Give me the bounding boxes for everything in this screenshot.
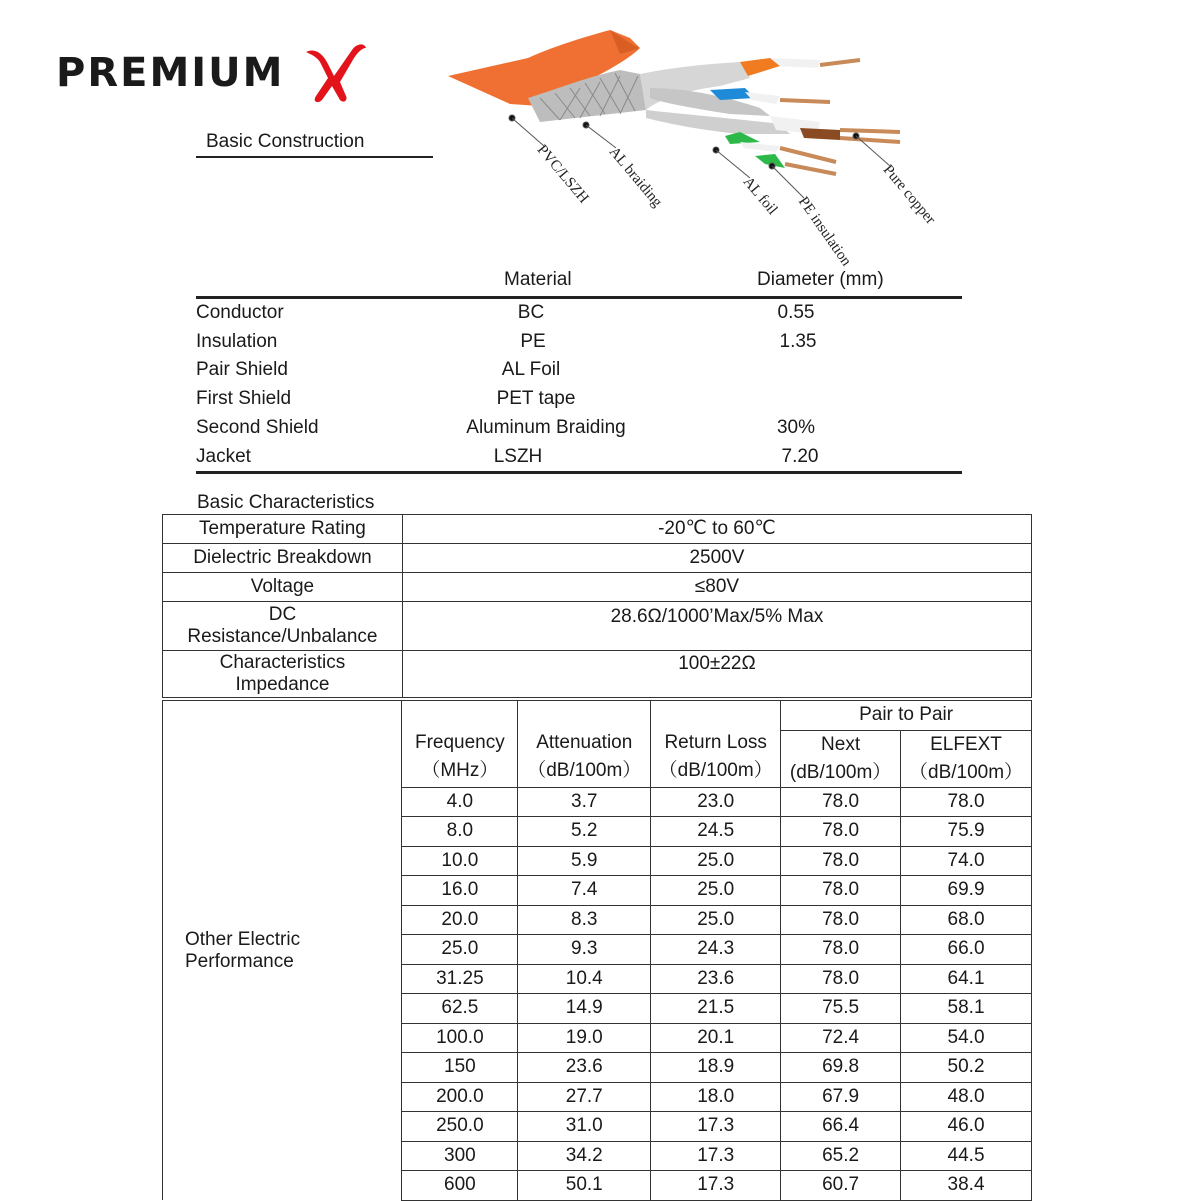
cell-next: 78.0 — [781, 905, 901, 935]
header-frequency — [402, 701, 518, 788]
diameter-header: Diameter (mm) — [757, 269, 884, 290]
cell-attenuation: 14.9 — [518, 994, 651, 1024]
part-name: First Shield — [196, 388, 292, 409]
material-row — [196, 417, 962, 446]
performance-header-row — [163, 701, 1032, 731]
characteristics-title: Basic Characteristics — [197, 492, 375, 513]
cell-return-loss: 24.3 — [651, 935, 781, 965]
header-unit: （MHz） — [421, 759, 499, 781]
cell-next: 67.9 — [781, 1082, 901, 1112]
brand-x-mark — [300, 42, 372, 106]
cell-elfext: 48.0 — [901, 1082, 1032, 1112]
header-elfext — [901, 730, 1032, 787]
cell-next: 78.0 — [781, 846, 901, 876]
part-name: Conductor — [196, 302, 284, 323]
cell-frequency: 20.0 — [402, 905, 518, 935]
diameter-value: 30% — [776, 417, 816, 438]
char-label: Temperature Rating — [163, 515, 403, 544]
characteristics-row — [163, 602, 1032, 651]
cell-next: 60.7 — [781, 1171, 901, 1201]
header-name: Frequency — [414, 731, 505, 753]
cell-frequency: 300 — [402, 1141, 518, 1171]
cell-return-loss: 25.0 — [651, 876, 781, 906]
cell-frequency: 200.0 — [402, 1082, 518, 1112]
callout-foil: AL foil — [739, 174, 781, 219]
cell-next: 78.0 — [781, 876, 901, 906]
material-value: AL Foil — [501, 359, 561, 380]
char-label: Voltage — [163, 573, 403, 602]
material-row — [196, 359, 962, 388]
material-row — [196, 331, 962, 360]
cell-elfext: 78.0 — [901, 787, 1032, 817]
cell-elfext: 44.5 — [901, 1141, 1032, 1171]
header-return-loss — [651, 701, 781, 788]
cell-return-loss: 17.3 — [651, 1141, 781, 1171]
cell-elfext: 46.0 — [901, 1112, 1032, 1142]
characteristics-row — [163, 515, 1032, 544]
cable-illustration — [440, 18, 980, 268]
header-unit: (dB/100m） — [789, 761, 892, 783]
cell-frequency: 16.0 — [402, 876, 518, 906]
cell-attenuation: 7.4 — [518, 876, 651, 906]
part-name: Insulation — [196, 331, 278, 352]
material-value: BC — [517, 302, 545, 323]
char-label — [163, 602, 403, 651]
header-next — [781, 730, 901, 787]
cell-return-loss: 25.0 — [651, 846, 781, 876]
characteristics-row — [163, 651, 1032, 698]
cell-return-loss: 24.5 — [651, 817, 781, 847]
cell-elfext: 38.4 — [901, 1171, 1032, 1201]
cell-frequency: 150 — [402, 1053, 518, 1083]
callout-copper: Pure copper — [879, 162, 939, 228]
cell-frequency: 10.0 — [402, 846, 518, 876]
cell-next: 78.0 — [781, 964, 901, 994]
cell-return-loss: 18.9 — [651, 1053, 781, 1083]
cell-frequency: 100.0 — [402, 1023, 518, 1053]
diameter-value: 0.55 — [777, 302, 815, 323]
cell-next: 69.8 — [781, 1053, 901, 1083]
char-value: 2500V — [402, 544, 1031, 573]
cell-next: 72.4 — [781, 1023, 901, 1053]
callout-braiding: AL braiding — [605, 144, 666, 211]
cell-attenuation: 5.9 — [518, 846, 651, 876]
cell-next: 66.4 — [781, 1112, 901, 1142]
char-label: Dielectric Breakdown — [163, 544, 403, 573]
cell-attenuation: 23.6 — [518, 1053, 651, 1083]
cell-attenuation: 31.0 — [518, 1112, 651, 1142]
performance-label-line: Other Electric — [185, 928, 301, 950]
header-unit: （dB/100m） — [527, 759, 642, 781]
cable-diagram — [440, 18, 980, 268]
material-header: Material — [504, 269, 572, 290]
header-unit: （dB/100m） — [658, 759, 773, 781]
diameter-value: 7.20 — [781, 446, 819, 467]
performance-table — [162, 700, 1032, 1201]
divider — [196, 156, 433, 158]
brand-logo — [56, 50, 284, 96]
cell-frequency: 8.0 — [402, 817, 518, 847]
cell-next: 78.0 — [781, 817, 901, 847]
cell-frequency: 4.0 — [402, 787, 518, 817]
cell-attenuation: 34.2 — [518, 1141, 651, 1171]
header-unit: （dB/100m） — [909, 761, 1024, 783]
header-attenuation — [518, 701, 651, 788]
char-value: -20℃ to 60℃ — [402, 515, 1031, 544]
header-name: ELFEXT — [930, 733, 1002, 755]
characteristics-table — [162, 514, 1032, 698]
table-bottom-rule — [196, 471, 962, 474]
material-value: LSZH — [493, 446, 543, 467]
cell-attenuation: 50.1 — [518, 1171, 651, 1201]
characteristics-row — [163, 544, 1032, 573]
cell-elfext: 66.0 — [901, 935, 1032, 965]
cell-return-loss: 21.5 — [651, 994, 781, 1024]
char-label-line: Characteristics — [219, 652, 346, 673]
header-pair-to-pair: Pair to Pair — [781, 701, 1032, 731]
cell-elfext: 58.1 — [901, 994, 1032, 1024]
part-name: Jacket — [196, 446, 251, 467]
cell-elfext: 50.2 — [901, 1053, 1032, 1083]
cell-attenuation: 8.3 — [518, 905, 651, 935]
cell-elfext: 64.1 — [901, 964, 1032, 994]
char-label-line: DC — [268, 604, 297, 625]
cell-elfext: 68.0 — [901, 905, 1032, 935]
cell-attenuation: 9.3 — [518, 935, 651, 965]
cell-attenuation: 3.7 — [518, 787, 651, 817]
cell-next: 78.0 — [781, 787, 901, 817]
char-value: 100±22Ω — [402, 651, 1031, 698]
cell-frequency: 600 — [402, 1171, 518, 1201]
part-name: Pair Shield — [196, 359, 288, 380]
cell-return-loss: 18.0 — [651, 1082, 781, 1112]
cell-return-loss: 20.1 — [651, 1023, 781, 1053]
cell-return-loss: 17.3 — [651, 1112, 781, 1142]
performance-label-line: Performance — [185, 950, 294, 972]
char-label-line: Resistance/Unbalance — [187, 626, 378, 647]
cell-next: 75.5 — [781, 994, 901, 1024]
cell-next: 78.0 — [781, 935, 901, 965]
char-label — [163, 651, 403, 698]
characteristics-row — [163, 573, 1032, 602]
cell-elfext: 54.0 — [901, 1023, 1032, 1053]
construction-title: Basic Construction — [206, 131, 365, 152]
header-name: Return Loss — [664, 731, 767, 753]
cell-return-loss: 23.0 — [651, 787, 781, 817]
cell-attenuation: 27.7 — [518, 1082, 651, 1112]
material-value: Aluminum Braiding — [466, 417, 626, 438]
part-name: Second Shield — [196, 417, 319, 438]
cell-return-loss: 23.6 — [651, 964, 781, 994]
cell-frequency: 62.5 — [402, 994, 518, 1024]
cell-frequency: 250.0 — [402, 1112, 518, 1142]
char-value: ≤80V — [402, 573, 1031, 602]
cell-elfext: 69.9 — [901, 876, 1032, 906]
cell-return-loss: 25.0 — [651, 905, 781, 935]
cell-elfext: 75.9 — [901, 817, 1032, 847]
table-top-rule — [196, 296, 962, 299]
header-name: Attenuation — [536, 731, 633, 753]
cell-next: 65.2 — [781, 1141, 901, 1171]
cell-return-loss: 17.3 — [651, 1171, 781, 1201]
cell-frequency: 31.25 — [402, 964, 518, 994]
performance-label — [163, 701, 402, 1201]
cell-attenuation: 10.4 — [518, 964, 651, 994]
callout-insulation: PE insulation — [794, 194, 855, 270]
header-name: Next — [821, 733, 861, 755]
cell-attenuation: 5.2 — [518, 817, 651, 847]
char-label-line: Impedance — [235, 674, 330, 695]
material-row — [196, 302, 962, 331]
cell-elfext: 74.0 — [901, 846, 1032, 876]
diameter-value: 1.35 — [779, 331, 817, 352]
material-value: PE — [520, 331, 546, 352]
cell-frequency: 25.0 — [402, 935, 518, 965]
material-row — [196, 388, 962, 417]
cell-attenuation: 19.0 — [518, 1023, 651, 1053]
char-value: 28.6Ω/1000’Max/5% Max — [402, 602, 1031, 651]
brand-name: PREMIUM — [56, 50, 285, 96]
callout-jacket: PVC/LSZH — [533, 142, 592, 207]
material-value: PET tape — [496, 388, 576, 409]
